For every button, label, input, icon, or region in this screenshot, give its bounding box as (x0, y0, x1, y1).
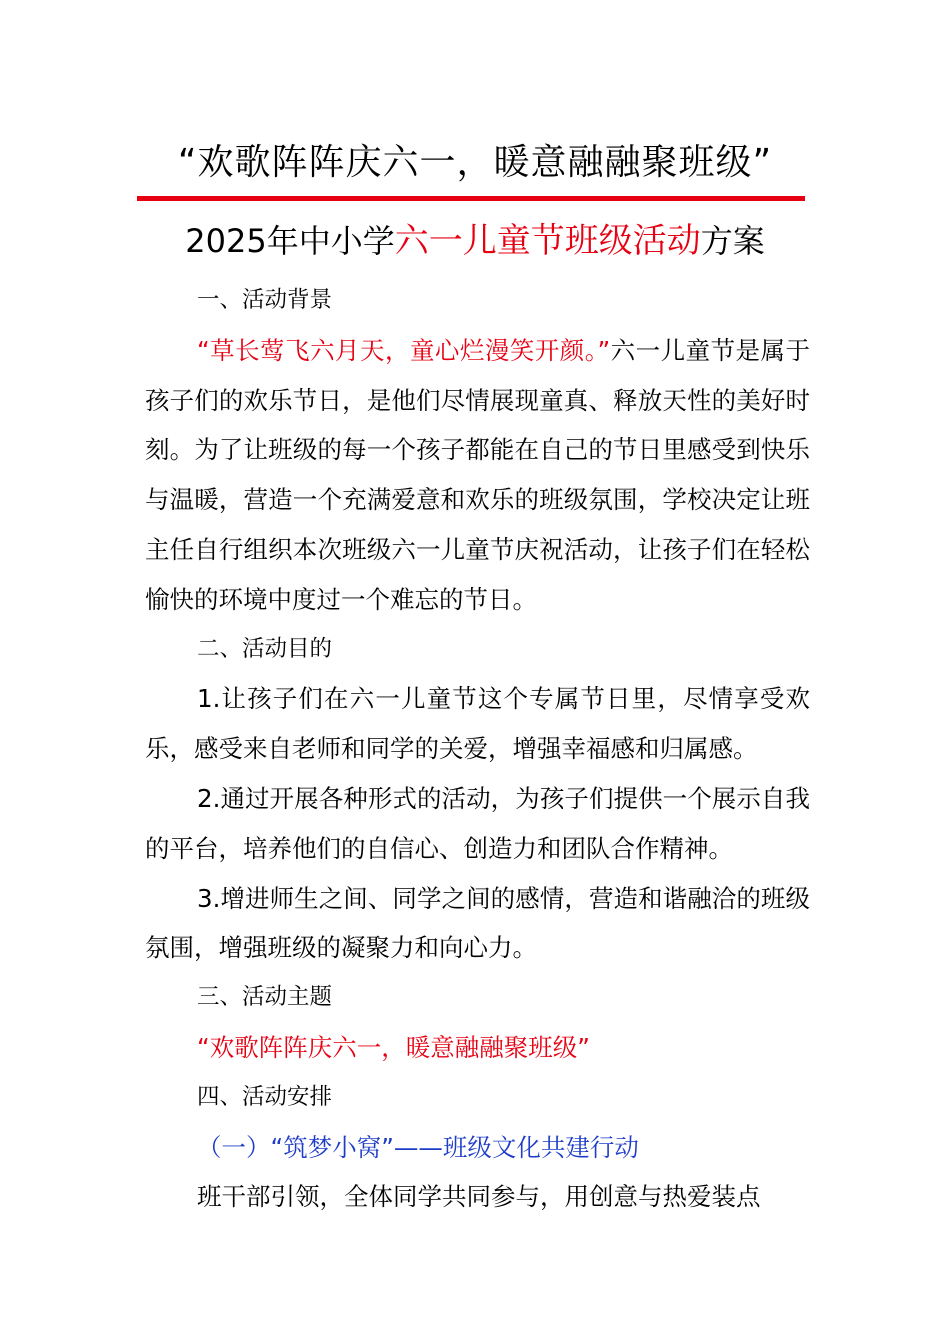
document-title (140, 216, 810, 266)
purpose-item-2: 2.通过开展各种形式的活动，为孩子们提供一个展示自我的平台，培养他们的自信心、创造力和团队合作精神。 (145, 783, 810, 863)
header-slogan: “欢歌阵阵庆六一，暖意融融聚班级” (177, 142, 773, 183)
schedule-subheading-1: （一）“筑梦小窝”——班级文化共建行动 (197, 1132, 639, 1162)
paragraph-background (145, 326, 810, 625)
document-body (145, 276, 810, 1222)
section-heading-schedule: 四、活动安排 (197, 1083, 333, 1110)
background-quote: “草长莺飞六月天，童心烂漫笑开颜。” (197, 335, 611, 365)
purpose-item-1: 1.让孩子们在六一儿童节这个专属节日里，尽情享受欢乐，感受来自老师和同学的关爱，增强幸福感和归属感。 (145, 684, 810, 764)
schedule-body-1: 班干部引领，全体同学共同参与，用创意与热爱装点 (197, 1182, 761, 1212)
section-heading-purpose: 二、活动目的 (197, 635, 333, 662)
title-highlight: 六一儿童节班级活动 (394, 221, 701, 261)
purpose-item-3: 3.增进师生之间、同学之间的感情，营造和谐融洽的班级氛围，增强班级的凝聚力和向心力。 (145, 883, 810, 963)
background-body: 六一儿童节是属于孩子们的欢乐节日，是他们尽情展现童真、释放天性的美好时刻。为了让班级的每一个孩子都能在自己的节日里感受到快乐与温暖，营造一个充满爱意和欢乐的班级氛围，学校决定让班主任自行组织本次班级六一儿童节庆祝活动，让孩子们在轻松愉快的环境中度过一个难忘的节日。 (145, 335, 810, 614)
header-red-rule (137, 196, 805, 201)
section-heading-theme: 三、活动主题 (197, 984, 333, 1011)
title-suffix: 方案 (700, 222, 765, 260)
section-heading-background: 一、活动背景 (197, 287, 333, 313)
title-prefix: 2025年中小学 (185, 222, 395, 260)
theme-slogan: “欢歌阵阵庆六一，暖意融融聚班级” (197, 1032, 590, 1062)
